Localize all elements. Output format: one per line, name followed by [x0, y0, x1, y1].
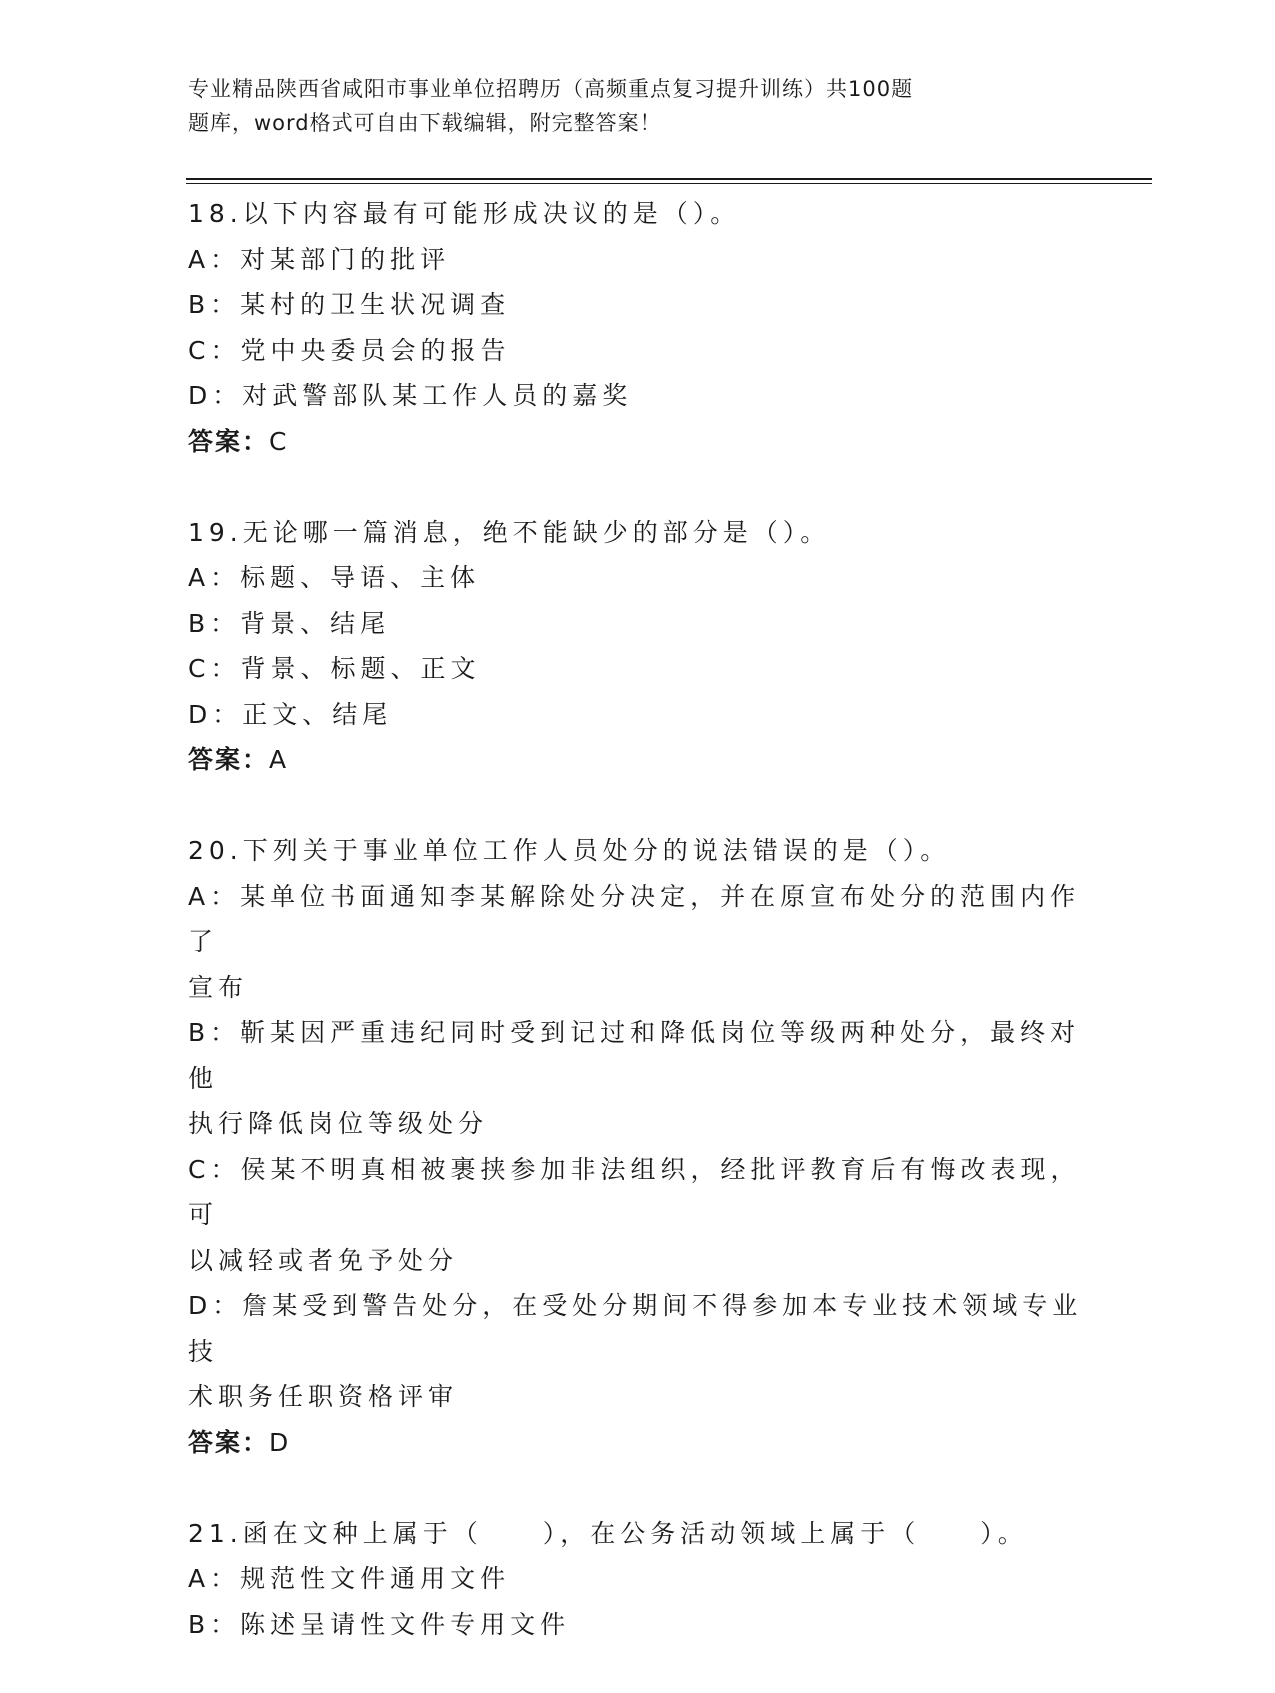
question-option: D：詹某受到警告处分，在受处分期间不得参加本专业技术领域专业技 — [188, 1291, 1083, 1366]
question-option: A：对某部门的批评 — [188, 244, 451, 274]
header-title-line-2: 题库，word格式可自由下载编辑，附完整答案！ — [188, 111, 662, 135]
question-option: D：正文、结尾 — [188, 699, 393, 729]
question-option: A：规范性文件通用文件 — [188, 1564, 511, 1593]
answer-line — [188, 1420, 1088, 1466]
answer-line — [188, 419, 1088, 465]
question-option: B：某村的卫生状况调查 — [188, 290, 511, 319]
question-option: C：侯某不明真相被裹挟参加非法组织，经批评教育后有悔改表现，可 — [188, 1154, 1081, 1229]
answer-line — [188, 737, 1088, 783]
question-option: C：党中央委员会的报告 — [188, 335, 511, 365]
header-divider-thick — [186, 178, 1152, 180]
question-stem: 18.以下内容最有可能形成决议的是（）。 — [188, 199, 741, 228]
question-option: 以减轻或者免予处分 — [188, 1245, 459, 1275]
question-stem: 19.无论哪一篇消息，绝不能缺少的部分是（）。 — [188, 517, 831, 547]
document-header — [188, 72, 1028, 140]
question-option: B：陈述呈请性文件专用文件 — [188, 1609, 571, 1639]
question-stem: 20.下列关于事业单位工作人员处分的说法错误的是（）。 — [188, 836, 951, 865]
question-stem: 21.函在文种上属于（ ），在公务活动领域上属于（ ）。 — [188, 1518, 1028, 1548]
question-list — [188, 191, 1088, 1693]
question-option: 执行降低岗位等级处分 — [188, 1109, 489, 1138]
question-block — [188, 1511, 1088, 1648]
question-block — [188, 828, 1088, 1465]
answer-label: 答案： — [188, 1427, 270, 1457]
answer-value: D — [269, 1427, 289, 1457]
question-option: 术职务任职资格评审 — [188, 1382, 459, 1411]
question-option: A：标题、导语、主体 — [188, 563, 481, 592]
question-block — [188, 510, 1088, 783]
question-option: C：背景、标题、正文 — [188, 654, 481, 683]
header-title-line-1: 专业精品陕西省咸阳市事业单位招聘历（高频重点复习提升训练）共100题 — [188, 77, 914, 101]
header-divider-thin — [186, 183, 1152, 184]
question-option: B：靳某因严重违纪同时受到记过和降低岗位等级两种处分，最终对他 — [188, 1018, 1081, 1093]
question-block — [188, 191, 1088, 464]
answer-value: A — [269, 745, 287, 774]
question-option: A：某单位书面通知李某解除处分决定，并在原宣布处分的范围内作了 — [188, 881, 1081, 956]
question-option: 宣布 — [188, 972, 249, 1002]
answer-value: C — [269, 426, 287, 456]
answer-label: 答案： — [188, 426, 270, 456]
answer-label: 答案： — [188, 745, 270, 774]
question-option: B：背景、结尾 — [188, 608, 391, 638]
question-option: D：对武警部队某工作人员的嘉奖 — [188, 381, 633, 410]
